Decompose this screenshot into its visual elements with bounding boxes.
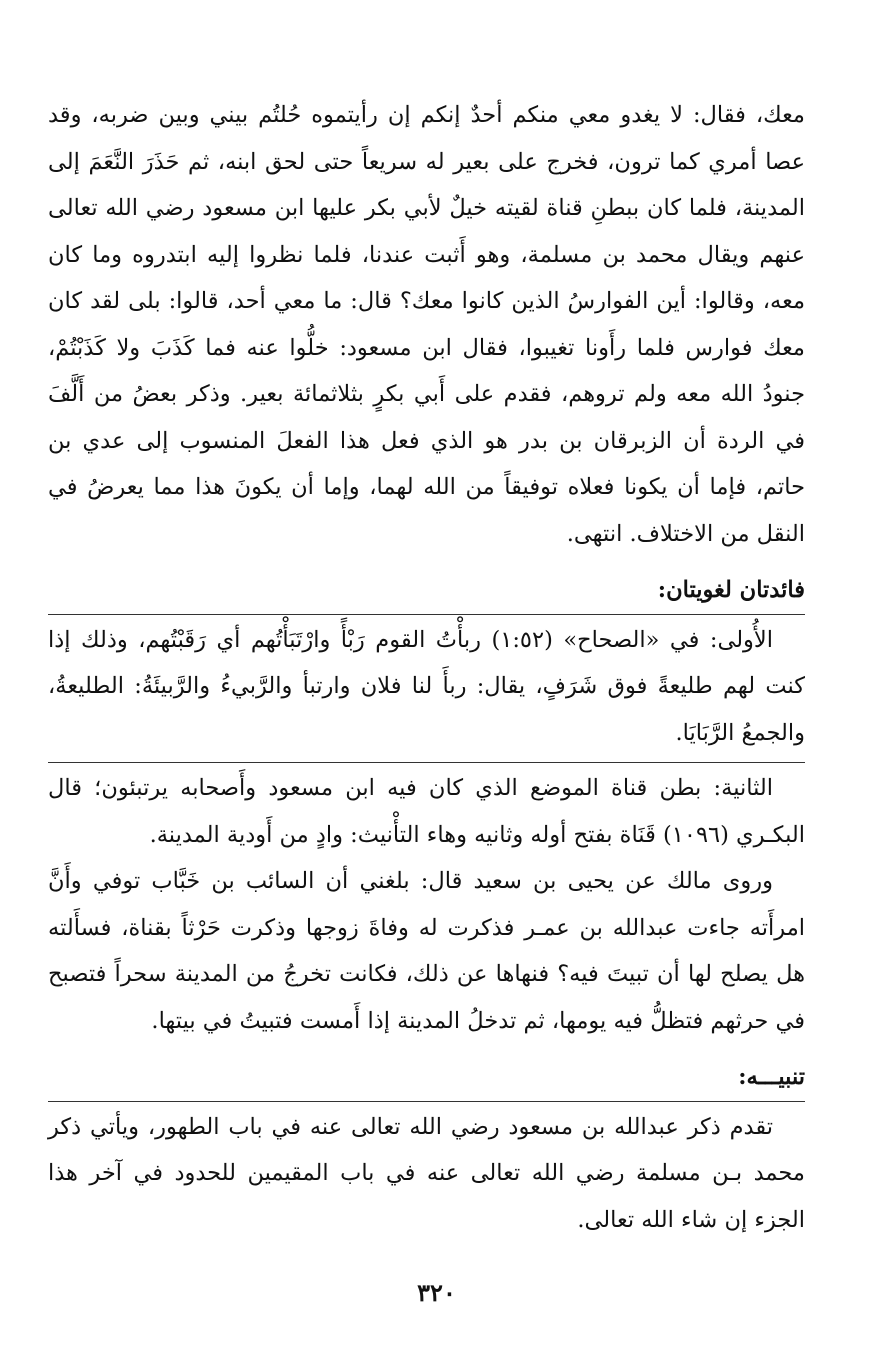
- page-number: ٣٢٠: [417, 1278, 456, 1307]
- spacer: [48, 1044, 805, 1054]
- second-linguistic-note: الثانية: بطن قناة الموضع الذي كان فيه ابن مسعود وأَصحابه يرتبئون؛ قال البكـري (١٠٩٦) قَنَاة بفتح أوله وثانيه وهاء التأْنيث: وادٍ من أَودية المدينة.: [48, 775, 805, 848]
- section-heading-linguistic-notes: فائدتان لغويتان:: [657, 577, 805, 603]
- narrative-paragraph: معك، فقال: لا يغدو معي منكم أحدٌ إنكم إن رأيتموه حُلتُم بيني وبين ضربه، وقد عصا أمري كما ترون، فخرج على بعير له سريعاً حتى لحق ابنه، ثم حَذَرَ النَّعَمَ إلى المدينة، فلما كان ببطنِ قناة لقيته خيلٌ لأبي بكر عليها ابن مسعود رضي الله تعالى عنهم ويقال محمد بن مسلمة، وهو أَثبت عندنا، فلما نظروا إليه ابتدروه وما كان معه، وقالوا: أين الفوارسُ الذين كانوا معك؟ قال: ما معي أحد، قالوا: بلى لقد كان معك فوارس فلما رأَونا تغيبوا، فقال ابن مسعود: خلُّوا عنه فما كَذَبَ ولا كَذَبْتُمْ، جنودُ الله معه ولم تروهم، فقدم على أَبي بكرٍ بثلاثمائة بعير. وذكر بعضُ من أَلَّفَ في الردة أن الزبرقان بن بدر هو الذي فعل هذا الفعلَ المنسوب إلى عدي بن حاتم، فإما أن يكونا فعلاه توفيقاً من الله لهما، وإما أن يكونَ هذا مما يعرضُ في النقل من الاختلاف. انتهى.: [48, 102, 805, 547]
- section-divider: [48, 1101, 805, 1102]
- notice-paragraph: تقدم ذكر عبدالله بن مسعود رضي الله تعالى عنه في باب الطهور، ويأتي ذكر محمد بـن مسلمة رضي الله تعالى عنه في باب المقيمين للحدود في آخر هذا الجزء إن شاء الله تعالى.: [48, 1113, 805, 1233]
- paragraph-divider: [48, 762, 805, 763]
- section-heading-notice: تنبيـــه:: [738, 1064, 805, 1090]
- section-divider: [48, 614, 805, 615]
- first-linguistic-note: الأُولى: في «الصحاح» (١:٥٢) ربأْتُ القوم رَبْأً وارْتَبَأْتُهم أي رَقَبْتُهم، وذلك إذا كنت لهم طليعةً فوق شَرَفٍ، يقال: ربأَ لنا فلان وارتبأ والرَّبيءُ والرَّبيئَةُ: الطليعةُ، والجمعُ الرَّبَايَا.: [48, 626, 805, 746]
- malik-report-paragraph: وروى مالك عن يحيى بن سعيد قال: بلغني أن السائب بن خَبَّاب توفي وأَنَّ امرأَته جاءت عبدالله بن عمـر فذكرت له وفاةَ زوجها وذكرت حَرْثاً بقناة، فسأَلته هل يصلح لها أن تبيتَ فيه؟ فنهاها عن ذلك، فكانت تخرجُ من المدينة سحراً فتصبح في حرثهم فتظلُّ فيه يومها، ثم تدخلُ المدينة إذا أَمست فتبيتُ في بيتها.: [48, 868, 805, 1034]
- spacer: [48, 557, 805, 567]
